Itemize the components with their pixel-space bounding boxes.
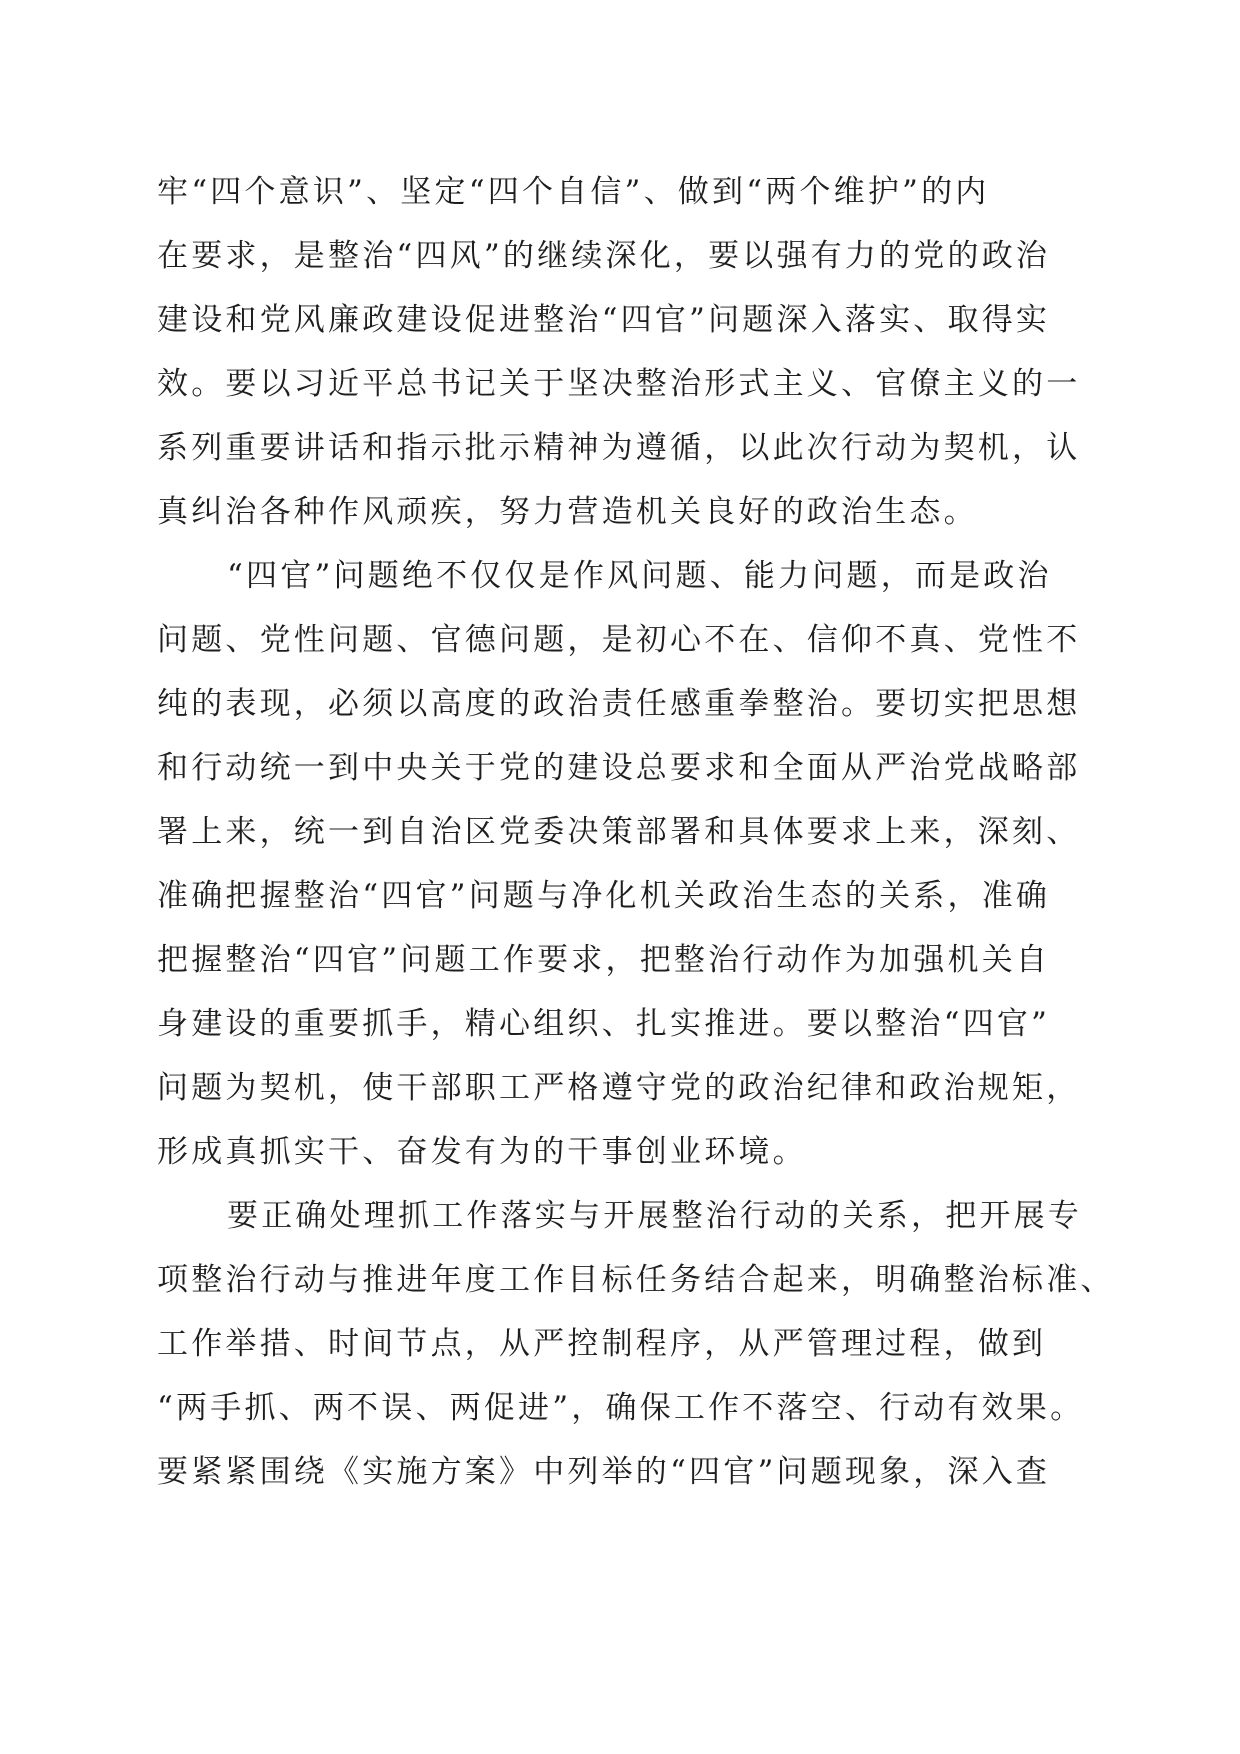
paragraph-2-line-8: 身建设的重要抓手，精心组织、扎实推进。要以整治“四官” [157,1006,1051,1042]
paragraph-2-line-4: 和行动统一到中央关于党的建设总要求和全面从严治党战略部 [157,750,1081,786]
paragraph-2-line-9: 问题为契机，使干部职工严格遵守党的政治纪律和政治规矩， [157,1070,1081,1106]
paragraph-2-line-10: 形成真抓实干、奋发有为的干事创业环境。 [157,1134,807,1170]
paragraph-2-line-1: “四官”问题绝不仅仅是作风问题、能力问题，而是政治 [227,558,1052,594]
paragraph-3-line-4: “两手抓、两不误、两促进”，确保工作不落空、行动有效果。 [157,1390,1085,1426]
paragraph-3-line-5: 要紧紧围绕《实施方案》中列举的“四官”问题现象，深入查 [157,1454,1051,1490]
paragraph-1-line-4: 效。要以习近平总书记关于坚决整治形式主义、官僚主义的一 [157,366,1081,402]
paragraph-1-line-1: 牢“四个意识”、坚定“四个自信”、做到“两个维护”的内 [157,174,990,210]
paragraph-1-line-2: 在要求，是整治“四风”的继续深化，要以强有力的党的政治 [157,238,1051,274]
paragraph-3-line-2: 项整治行动与推进年度工作目标任务结合起来，明确整治标准、 [157,1262,1115,1298]
paragraph-3-line-3: 工作举措、时间节点，从严控制程序，从严管理过程，做到 [157,1326,1047,1362]
paragraph-1-line-5: 系列重要讲话和指示批示精神为遵循，以此次行动为契机，认 [157,430,1081,466]
paragraph-2-line-5: 署上来，统一到自治区党委决策部署和具体要求上来，深刻、 [157,814,1081,850]
paragraph-2-line-6: 准确把握整治“四官”问题与净化机关政治生态的关系，准确 [157,878,1051,914]
paragraph-3-line-1: 要正确处理抓工作落实与开展整治行动的关系，把开展专 [227,1198,1082,1234]
paragraph-2-line-3: 纯的表现，必须以高度的政治责任感重拳整治。要切实把思想 [157,686,1081,722]
paragraph-1-line-6: 真纠治各种作风顽疾，努力营造机关良好的政治生态。 [157,494,978,530]
paragraph-2-line-7: 把握整治“四官”问题工作要求，把整治行动作为加强机关自 [157,942,1051,978]
paragraph-2-line-2: 问题、党性问题、官德问题，是初心不在、信仰不真、党性不 [157,622,1081,658]
paragraph-1-line-3: 建设和党风廉政建设促进整治“四官”问题深入落实、取得实 [157,302,1051,338]
